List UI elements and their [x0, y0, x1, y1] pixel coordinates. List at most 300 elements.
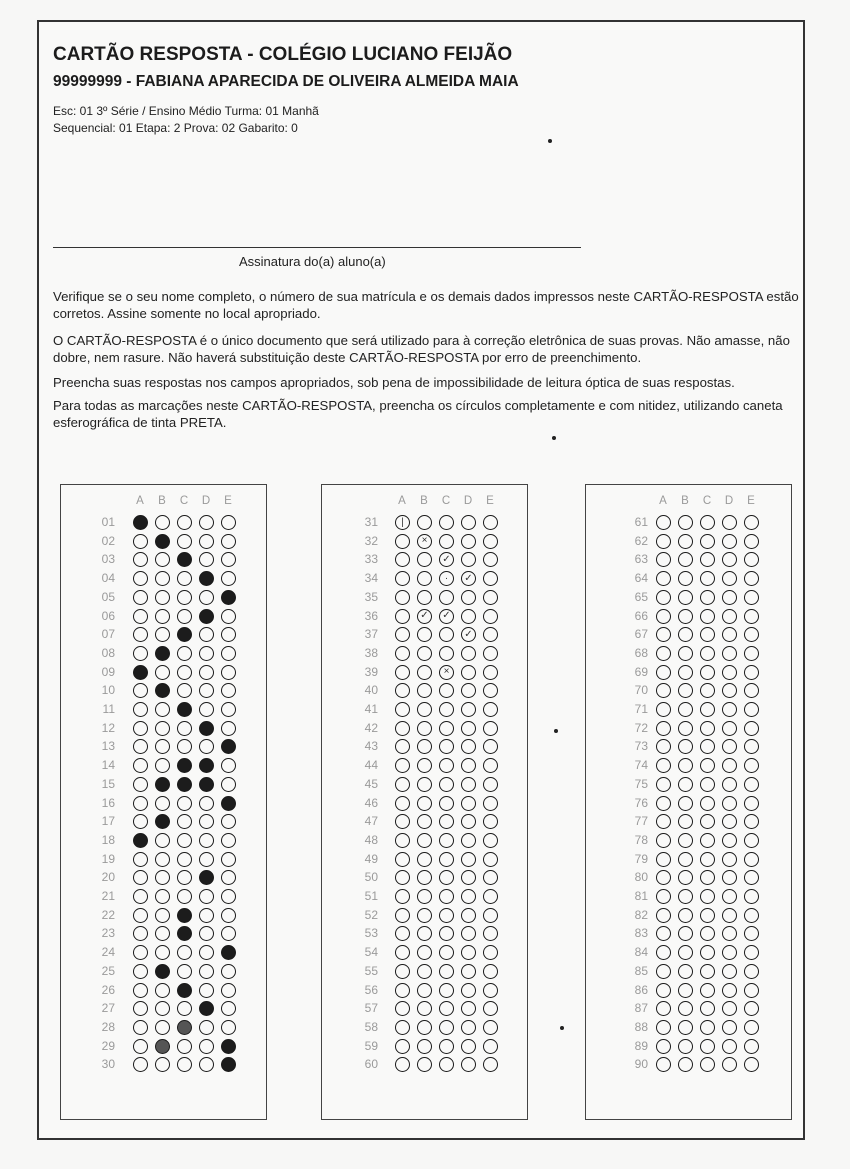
answer-bubble-24-d[interactable] — [199, 945, 214, 960]
answer-bubble-80-a[interactable] — [656, 870, 671, 885]
answer-bubble-43-e[interactable] — [483, 739, 498, 754]
answer-bubble-11-e[interactable] — [221, 702, 236, 717]
answer-bubble-81-e[interactable] — [744, 889, 759, 904]
answer-bubble-64-d[interactable] — [722, 571, 737, 586]
answer-bubble-48-e[interactable] — [483, 833, 498, 848]
answer-bubble-17-c[interactable] — [177, 814, 192, 829]
answer-bubble-43-b[interactable] — [417, 739, 432, 754]
answer-bubble-45-a[interactable] — [395, 777, 410, 792]
answer-bubble-84-a[interactable] — [656, 945, 671, 960]
answer-bubble-11-a[interactable] — [133, 702, 148, 717]
answer-bubble-35-a[interactable] — [395, 590, 410, 605]
answer-bubble-22-a[interactable] — [133, 908, 148, 923]
answer-bubble-45-d[interactable] — [461, 777, 476, 792]
answer-bubble-29-d[interactable] — [199, 1039, 214, 1054]
answer-bubble-47-e[interactable] — [483, 814, 498, 829]
answer-bubble-30-b[interactable] — [155, 1057, 170, 1072]
answer-bubble-36-e[interactable] — [483, 609, 498, 624]
answer-bubble-43-a[interactable] — [395, 739, 410, 754]
answer-bubble-27-d[interactable] — [199, 1001, 214, 1016]
answer-bubble-51-e[interactable] — [483, 889, 498, 904]
answer-bubble-51-d[interactable] — [461, 889, 476, 904]
answer-bubble-81-a[interactable] — [656, 889, 671, 904]
answer-bubble-64-a[interactable] — [656, 571, 671, 586]
answer-bubble-24-c[interactable] — [177, 945, 192, 960]
answer-bubble-30-a[interactable] — [133, 1057, 148, 1072]
answer-bubble-53-c[interactable] — [439, 926, 454, 941]
answer-bubble-01-e[interactable] — [221, 515, 236, 530]
answer-bubble-54-e[interactable] — [483, 945, 498, 960]
signature-line[interactable] — [53, 247, 581, 248]
answer-bubble-65-d[interactable] — [722, 590, 737, 605]
answer-bubble-82-d[interactable] — [722, 908, 737, 923]
answer-bubble-31-c[interactable] — [439, 515, 454, 530]
answer-bubble-87-d[interactable] — [722, 1001, 737, 1016]
answer-bubble-61-a[interactable] — [656, 515, 671, 530]
answer-bubble-73-c[interactable] — [700, 739, 715, 754]
answer-bubble-75-d[interactable] — [722, 777, 737, 792]
answer-bubble-12-d[interactable] — [199, 721, 214, 736]
answer-bubble-06-d[interactable] — [199, 609, 214, 624]
answer-bubble-18-a[interactable] — [133, 833, 148, 848]
answer-bubble-35-d[interactable] — [461, 590, 476, 605]
answer-bubble-22-b[interactable] — [155, 908, 170, 923]
answer-bubble-20-c[interactable] — [177, 870, 192, 885]
answer-bubble-06-a[interactable] — [133, 609, 148, 624]
answer-bubble-60-b[interactable] — [417, 1057, 432, 1072]
answer-bubble-83-d[interactable] — [722, 926, 737, 941]
answer-bubble-33-e[interactable] — [483, 552, 498, 567]
answer-bubble-59-e[interactable] — [483, 1039, 498, 1054]
answer-bubble-35-c[interactable] — [439, 590, 454, 605]
answer-bubble-74-a[interactable] — [656, 758, 671, 773]
answer-bubble-73-e[interactable] — [744, 739, 759, 754]
answer-bubble-60-c[interactable] — [439, 1057, 454, 1072]
answer-bubble-51-c[interactable] — [439, 889, 454, 904]
answer-bubble-56-d[interactable] — [461, 983, 476, 998]
answer-bubble-82-e[interactable] — [744, 908, 759, 923]
answer-bubble-14-a[interactable] — [133, 758, 148, 773]
answer-bubble-40-c[interactable] — [439, 683, 454, 698]
answer-bubble-07-b[interactable] — [155, 627, 170, 642]
answer-bubble-51-a[interactable] — [395, 889, 410, 904]
answer-bubble-85-d[interactable] — [722, 964, 737, 979]
answer-bubble-86-b[interactable] — [678, 983, 693, 998]
answer-bubble-56-b[interactable] — [417, 983, 432, 998]
answer-bubble-10-b[interactable] — [155, 683, 170, 698]
answer-bubble-23-c[interactable] — [177, 926, 192, 941]
answer-bubble-35-b[interactable] — [417, 590, 432, 605]
answer-bubble-85-c[interactable] — [700, 964, 715, 979]
answer-bubble-43-d[interactable] — [461, 739, 476, 754]
answer-bubble-76-b[interactable] — [678, 796, 693, 811]
answer-bubble-18-e[interactable] — [221, 833, 236, 848]
answer-bubble-50-e[interactable] — [483, 870, 498, 885]
answer-bubble-67-e[interactable] — [744, 627, 759, 642]
answer-bubble-79-d[interactable] — [722, 852, 737, 867]
answer-bubble-26-d[interactable] — [199, 983, 214, 998]
answer-bubble-39-d[interactable] — [461, 665, 476, 680]
answer-bubble-79-b[interactable] — [678, 852, 693, 867]
answer-bubble-74-b[interactable] — [678, 758, 693, 773]
answer-bubble-90-e[interactable] — [744, 1057, 759, 1072]
answer-bubble-37-c[interactable] — [439, 627, 454, 642]
answer-bubble-61-e[interactable] — [744, 515, 759, 530]
answer-bubble-05-c[interactable] — [177, 590, 192, 605]
answer-bubble-40-d[interactable] — [461, 683, 476, 698]
answer-bubble-28-b[interactable] — [155, 1020, 170, 1035]
answer-bubble-20-a[interactable] — [133, 870, 148, 885]
answer-bubble-70-d[interactable] — [722, 683, 737, 698]
answer-bubble-34-c[interactable] — [439, 571, 454, 586]
answer-bubble-20-d[interactable] — [199, 870, 214, 885]
answer-bubble-85-e[interactable] — [744, 964, 759, 979]
answer-bubble-86-d[interactable] — [722, 983, 737, 998]
answer-bubble-20-e[interactable] — [221, 870, 236, 885]
answer-bubble-83-a[interactable] — [656, 926, 671, 941]
answer-bubble-61-c[interactable] — [700, 515, 715, 530]
answer-bubble-36-a[interactable] — [395, 609, 410, 624]
answer-bubble-08-d[interactable] — [199, 646, 214, 661]
answer-bubble-09-c[interactable] — [177, 665, 192, 680]
answer-bubble-49-a[interactable] — [395, 852, 410, 867]
answer-bubble-87-c[interactable] — [700, 1001, 715, 1016]
answer-bubble-17-a[interactable] — [133, 814, 148, 829]
answer-bubble-03-e[interactable] — [221, 552, 236, 567]
answer-bubble-79-e[interactable] — [744, 852, 759, 867]
answer-bubble-71-d[interactable] — [722, 702, 737, 717]
answer-bubble-37-a[interactable] — [395, 627, 410, 642]
answer-bubble-11-b[interactable] — [155, 702, 170, 717]
answer-bubble-14-e[interactable] — [221, 758, 236, 773]
answer-bubble-28-e[interactable] — [221, 1020, 236, 1035]
answer-bubble-87-a[interactable] — [656, 1001, 671, 1016]
answer-bubble-76-e[interactable] — [744, 796, 759, 811]
answer-bubble-78-b[interactable] — [678, 833, 693, 848]
answer-bubble-89-d[interactable] — [722, 1039, 737, 1054]
answer-bubble-82-a[interactable] — [656, 908, 671, 923]
answer-bubble-60-a[interactable] — [395, 1057, 410, 1072]
answer-bubble-01-b[interactable] — [155, 515, 170, 530]
answer-bubble-15-a[interactable] — [133, 777, 148, 792]
answer-bubble-46-b[interactable] — [417, 796, 432, 811]
answer-bubble-10-d[interactable] — [199, 683, 214, 698]
answer-bubble-48-b[interactable] — [417, 833, 432, 848]
answer-bubble-19-b[interactable] — [155, 852, 170, 867]
answer-bubble-69-d[interactable] — [722, 665, 737, 680]
answer-bubble-21-c[interactable] — [177, 889, 192, 904]
answer-bubble-75-a[interactable] — [656, 777, 671, 792]
answer-bubble-62-d[interactable] — [722, 534, 737, 549]
answer-bubble-72-c[interactable] — [700, 721, 715, 736]
answer-bubble-80-d[interactable] — [722, 870, 737, 885]
answer-bubble-90-c[interactable] — [700, 1057, 715, 1072]
answer-bubble-34-e[interactable] — [483, 571, 498, 586]
answer-bubble-16-e[interactable] — [221, 796, 236, 811]
answer-bubble-65-a[interactable] — [656, 590, 671, 605]
answer-bubble-59-d[interactable] — [461, 1039, 476, 1054]
answer-bubble-18-c[interactable] — [177, 833, 192, 848]
answer-bubble-47-c[interactable] — [439, 814, 454, 829]
answer-bubble-19-c[interactable] — [177, 852, 192, 867]
answer-bubble-88-e[interactable] — [744, 1020, 759, 1035]
answer-bubble-26-e[interactable] — [221, 983, 236, 998]
answer-bubble-80-b[interactable] — [678, 870, 693, 885]
answer-bubble-17-d[interactable] — [199, 814, 214, 829]
answer-bubble-31-b[interactable] — [417, 515, 432, 530]
answer-bubble-54-a[interactable] — [395, 945, 410, 960]
answer-bubble-39-a[interactable] — [395, 665, 410, 680]
answer-bubble-49-c[interactable] — [439, 852, 454, 867]
answer-bubble-26-c[interactable] — [177, 983, 192, 998]
answer-bubble-39-b[interactable] — [417, 665, 432, 680]
answer-bubble-09-b[interactable] — [155, 665, 170, 680]
answer-bubble-11-c[interactable] — [177, 702, 192, 717]
answer-bubble-23-b[interactable] — [155, 926, 170, 941]
answer-bubble-55-a[interactable] — [395, 964, 410, 979]
answer-bubble-57-c[interactable] — [439, 1001, 454, 1016]
answer-bubble-89-c[interactable] — [700, 1039, 715, 1054]
answer-bubble-35-e[interactable] — [483, 590, 498, 605]
answer-bubble-38-c[interactable] — [439, 646, 454, 661]
answer-bubble-41-e[interactable] — [483, 702, 498, 717]
answer-bubble-08-a[interactable] — [133, 646, 148, 661]
answer-bubble-37-b[interactable] — [417, 627, 432, 642]
answer-bubble-76-c[interactable] — [700, 796, 715, 811]
answer-bubble-29-c[interactable] — [177, 1039, 192, 1054]
answer-bubble-61-b[interactable] — [678, 515, 693, 530]
answer-bubble-48-c[interactable] — [439, 833, 454, 848]
answer-bubble-04-d[interactable] — [199, 571, 214, 586]
answer-bubble-76-a[interactable] — [656, 796, 671, 811]
answer-bubble-07-c[interactable] — [177, 627, 192, 642]
answer-bubble-01-c[interactable] — [177, 515, 192, 530]
answer-bubble-05-e[interactable] — [221, 590, 236, 605]
answer-bubble-10-a[interactable] — [133, 683, 148, 698]
answer-bubble-46-e[interactable] — [483, 796, 498, 811]
answer-bubble-64-c[interactable] — [700, 571, 715, 586]
answer-bubble-01-d[interactable] — [199, 515, 214, 530]
answer-bubble-59-a[interactable] — [395, 1039, 410, 1054]
answer-bubble-72-d[interactable] — [722, 721, 737, 736]
answer-bubble-10-c[interactable] — [177, 683, 192, 698]
answer-bubble-39-e[interactable] — [483, 665, 498, 680]
answer-bubble-09-d[interactable] — [199, 665, 214, 680]
answer-bubble-36-c[interactable] — [439, 609, 454, 624]
answer-bubble-48-a[interactable] — [395, 833, 410, 848]
answer-bubble-86-a[interactable] — [656, 983, 671, 998]
answer-bubble-49-e[interactable] — [483, 852, 498, 867]
answer-bubble-12-a[interactable] — [133, 721, 148, 736]
answer-bubble-74-c[interactable] — [700, 758, 715, 773]
answer-bubble-58-e[interactable] — [483, 1020, 498, 1035]
answer-bubble-49-d[interactable] — [461, 852, 476, 867]
answer-bubble-25-a[interactable] — [133, 964, 148, 979]
answer-bubble-03-d[interactable] — [199, 552, 214, 567]
answer-bubble-69-a[interactable] — [656, 665, 671, 680]
answer-bubble-26-b[interactable] — [155, 983, 170, 998]
answer-bubble-45-b[interactable] — [417, 777, 432, 792]
answer-bubble-70-e[interactable] — [744, 683, 759, 698]
answer-bubble-70-c[interactable] — [700, 683, 715, 698]
answer-bubble-26-a[interactable] — [133, 983, 148, 998]
answer-bubble-52-b[interactable] — [417, 908, 432, 923]
answer-bubble-13-e[interactable] — [221, 739, 236, 754]
answer-bubble-15-d[interactable] — [199, 777, 214, 792]
answer-bubble-27-a[interactable] — [133, 1001, 148, 1016]
answer-bubble-46-a[interactable] — [395, 796, 410, 811]
answer-bubble-21-b[interactable] — [155, 889, 170, 904]
answer-bubble-12-c[interactable] — [177, 721, 192, 736]
answer-bubble-81-b[interactable] — [678, 889, 693, 904]
answer-bubble-68-c[interactable] — [700, 646, 715, 661]
answer-bubble-50-c[interactable] — [439, 870, 454, 885]
answer-bubble-50-a[interactable] — [395, 870, 410, 885]
answer-bubble-90-d[interactable] — [722, 1057, 737, 1072]
answer-bubble-06-c[interactable] — [177, 609, 192, 624]
answer-bubble-18-d[interactable] — [199, 833, 214, 848]
answer-bubble-58-d[interactable] — [461, 1020, 476, 1035]
answer-bubble-40-a[interactable] — [395, 683, 410, 698]
answer-bubble-88-c[interactable] — [700, 1020, 715, 1035]
answer-bubble-08-e[interactable] — [221, 646, 236, 661]
answer-bubble-27-e[interactable] — [221, 1001, 236, 1016]
answer-bubble-70-a[interactable] — [656, 683, 671, 698]
answer-bubble-56-c[interactable] — [439, 983, 454, 998]
answer-bubble-21-a[interactable] — [133, 889, 148, 904]
answer-bubble-19-d[interactable] — [199, 852, 214, 867]
answer-bubble-86-e[interactable] — [744, 983, 759, 998]
answer-bubble-85-a[interactable] — [656, 964, 671, 979]
answer-bubble-63-e[interactable] — [744, 552, 759, 567]
answer-bubble-02-a[interactable] — [133, 534, 148, 549]
answer-bubble-59-c[interactable] — [439, 1039, 454, 1054]
answer-bubble-42-a[interactable] — [395, 721, 410, 736]
answer-bubble-31-d[interactable] — [461, 515, 476, 530]
answer-bubble-79-a[interactable] — [656, 852, 671, 867]
answer-bubble-75-b[interactable] — [678, 777, 693, 792]
answer-bubble-29-a[interactable] — [133, 1039, 148, 1054]
answer-bubble-56-e[interactable] — [483, 983, 498, 998]
answer-bubble-18-b[interactable] — [155, 833, 170, 848]
answer-bubble-60-e[interactable] — [483, 1057, 498, 1072]
answer-bubble-62-c[interactable] — [700, 534, 715, 549]
answer-bubble-13-a[interactable] — [133, 739, 148, 754]
answer-bubble-55-d[interactable] — [461, 964, 476, 979]
answer-bubble-25-b[interactable] — [155, 964, 170, 979]
answer-bubble-66-b[interactable] — [678, 609, 693, 624]
answer-bubble-62-b[interactable] — [678, 534, 693, 549]
answer-bubble-68-d[interactable] — [722, 646, 737, 661]
answer-bubble-84-e[interactable] — [744, 945, 759, 960]
answer-bubble-06-e[interactable] — [221, 609, 236, 624]
answer-bubble-54-c[interactable] — [439, 945, 454, 960]
answer-bubble-16-c[interactable] — [177, 796, 192, 811]
answer-bubble-51-b[interactable] — [417, 889, 432, 904]
answer-bubble-41-c[interactable] — [439, 702, 454, 717]
answer-bubble-77-e[interactable] — [744, 814, 759, 829]
answer-bubble-84-d[interactable] — [722, 945, 737, 960]
answer-bubble-34-a[interactable] — [395, 571, 410, 586]
answer-bubble-02-e[interactable] — [221, 534, 236, 549]
answer-bubble-45-e[interactable] — [483, 777, 498, 792]
answer-bubble-38-a[interactable] — [395, 646, 410, 661]
answer-bubble-69-e[interactable] — [744, 665, 759, 680]
answer-bubble-33-a[interactable] — [395, 552, 410, 567]
answer-bubble-47-d[interactable] — [461, 814, 476, 829]
answer-bubble-73-b[interactable] — [678, 739, 693, 754]
answer-bubble-32-e[interactable] — [483, 534, 498, 549]
answer-bubble-28-d[interactable] — [199, 1020, 214, 1035]
answer-bubble-65-e[interactable] — [744, 590, 759, 605]
answer-bubble-14-d[interactable] — [199, 758, 214, 773]
answer-bubble-74-d[interactable] — [722, 758, 737, 773]
answer-bubble-72-b[interactable] — [678, 721, 693, 736]
answer-bubble-89-a[interactable] — [656, 1039, 671, 1054]
answer-bubble-44-b[interactable] — [417, 758, 432, 773]
answer-bubble-17-b[interactable] — [155, 814, 170, 829]
answer-bubble-78-e[interactable] — [744, 833, 759, 848]
answer-bubble-67-d[interactable] — [722, 627, 737, 642]
answer-bubble-43-c[interactable] — [439, 739, 454, 754]
answer-bubble-88-d[interactable] — [722, 1020, 737, 1035]
answer-bubble-01-a[interactable] — [133, 515, 148, 530]
answer-bubble-67-b[interactable] — [678, 627, 693, 642]
answer-bubble-28-a[interactable] — [133, 1020, 148, 1035]
answer-bubble-55-b[interactable] — [417, 964, 432, 979]
answer-bubble-66-a[interactable] — [656, 609, 671, 624]
answer-bubble-30-e[interactable] — [221, 1057, 236, 1072]
answer-bubble-58-b[interactable] — [417, 1020, 432, 1035]
answer-bubble-83-b[interactable] — [678, 926, 693, 941]
answer-bubble-07-d[interactable] — [199, 627, 214, 642]
answer-bubble-07-e[interactable] — [221, 627, 236, 642]
answer-bubble-08-c[interactable] — [177, 646, 192, 661]
answer-bubble-59-b[interactable] — [417, 1039, 432, 1054]
answer-bubble-09-e[interactable] — [221, 665, 236, 680]
answer-bubble-90-a[interactable] — [656, 1057, 671, 1072]
answer-bubble-38-e[interactable] — [483, 646, 498, 661]
answer-bubble-77-c[interactable] — [700, 814, 715, 829]
answer-bubble-41-b[interactable] — [417, 702, 432, 717]
answer-bubble-87-e[interactable] — [744, 1001, 759, 1016]
answer-bubble-58-c[interactable] — [439, 1020, 454, 1035]
answer-bubble-13-c[interactable] — [177, 739, 192, 754]
answer-bubble-55-e[interactable] — [483, 964, 498, 979]
answer-bubble-14-c[interactable] — [177, 758, 192, 773]
answer-bubble-49-b[interactable] — [417, 852, 432, 867]
answer-bubble-68-a[interactable] — [656, 646, 671, 661]
answer-bubble-44-c[interactable] — [439, 758, 454, 773]
answer-bubble-04-a[interactable] — [133, 571, 148, 586]
answer-bubble-58-a[interactable] — [395, 1020, 410, 1035]
answer-bubble-40-b[interactable] — [417, 683, 432, 698]
answer-bubble-67-a[interactable] — [656, 627, 671, 642]
answer-bubble-63-b[interactable] — [678, 552, 693, 567]
answer-bubble-47-a[interactable] — [395, 814, 410, 829]
answer-bubble-12-e[interactable] — [221, 721, 236, 736]
answer-bubble-02-b[interactable] — [155, 534, 170, 549]
answer-bubble-22-e[interactable] — [221, 908, 236, 923]
answer-bubble-03-a[interactable] — [133, 552, 148, 567]
answer-bubble-87-b[interactable] — [678, 1001, 693, 1016]
answer-bubble-39-c[interactable] — [439, 665, 454, 680]
answer-bubble-02-c[interactable] — [177, 534, 192, 549]
answer-bubble-11-d[interactable] — [199, 702, 214, 717]
answer-bubble-78-d[interactable] — [722, 833, 737, 848]
answer-bubble-69-b[interactable] — [678, 665, 693, 680]
answer-bubble-71-e[interactable] — [744, 702, 759, 717]
